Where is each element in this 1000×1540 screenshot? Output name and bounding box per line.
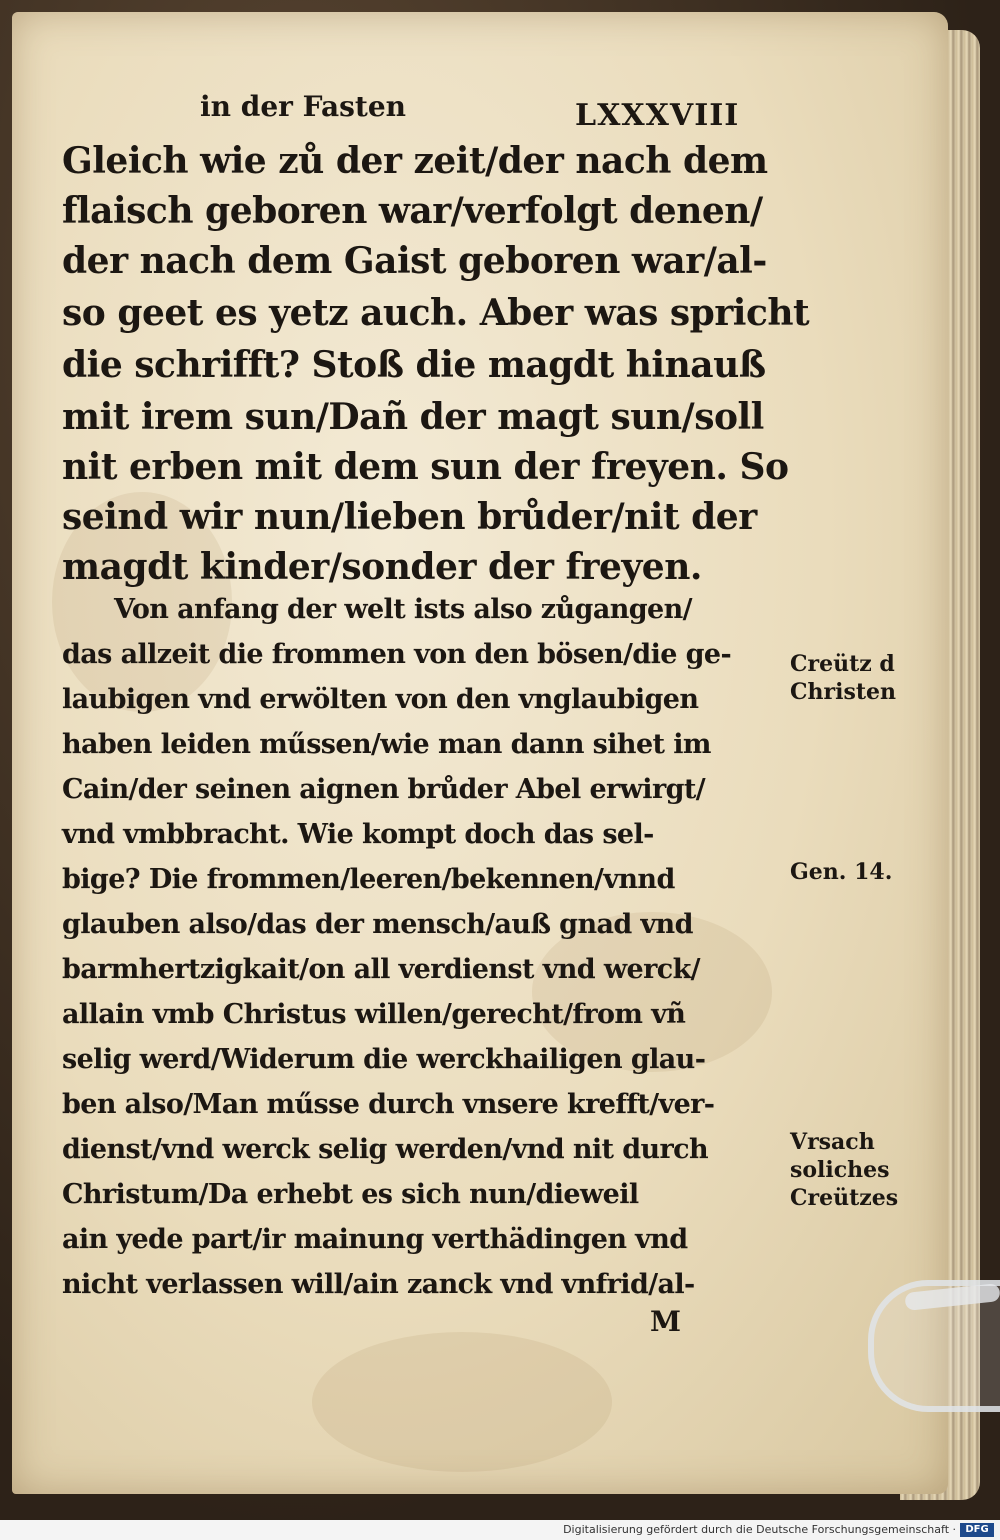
- text-line: ain yede part/ir mainung verthädingen vnd: [62, 1224, 688, 1255]
- text-line: glauben also/das der mensch/auß gnad vnd: [62, 909, 693, 940]
- text-line: mit irem sun/Dañ der magt sun/soll: [62, 396, 764, 438]
- text-line: nit erben mit dem sun der freyen. So: [62, 446, 789, 488]
- text-line: die schrifft? Stoß die magdt hinauß: [62, 344, 766, 386]
- folio-number: LXXXVIII: [575, 98, 740, 133]
- paper-stain: [312, 1332, 612, 1472]
- margin-note: Vrsach soliches Creützes: [790, 1129, 899, 1211]
- text-line: flaisch geboren war/verfolgt denen/: [62, 190, 763, 232]
- text-line: seind wir nun/lieben brůder/nit der: [62, 496, 757, 538]
- text-line: magdt kinder/sonder der freyen.: [62, 546, 702, 588]
- text-line: barmhertzigkait/on all verdienst vnd werck/: [62, 954, 700, 985]
- text-line: Von anfang der welt ists also zůgangen/: [114, 594, 692, 625]
- text-line: bige? Die frommen/leeren/bekennen/vnnd: [62, 864, 675, 895]
- text-line: ben also/Man műsse durch vnsere krefft/ver-: [62, 1089, 715, 1120]
- text-line: Cain/der seinen aignen brůder Abel erwirgt/: [62, 774, 705, 805]
- running-title: in der Fasten: [200, 90, 406, 123]
- text-line: nicht verlassen will/ain zanck vnd vnfrid/al-: [62, 1269, 695, 1300]
- catchword: M: [650, 1305, 681, 1338]
- text-line: der nach dem Gaist geboren war/al-: [62, 240, 767, 282]
- text-line: so geet es yetz auch. Aber was spricht: [62, 292, 810, 334]
- text-line: das allzeit die frommen von den bösen/die ge-: [62, 639, 732, 670]
- text-line: laubigen vnd erwölten von den vnglaubigen: [62, 684, 699, 715]
- text-line: Christum/Da erhebt es sich nun/dieweil: [62, 1179, 639, 1210]
- dfg-logo: DFG: [960, 1523, 994, 1537]
- margin-note: Gen. 14.: [790, 859, 893, 885]
- text-line: dienst/vnd werck selig werden/vnd nit durch: [62, 1134, 708, 1165]
- text-line: haben leiden műssen/wie man dann sihet im: [62, 729, 711, 760]
- funding-credit: Digitalisierung gefördert durch die Deutsche Forschungsgemeinschaft ·: [563, 1523, 956, 1536]
- text-line: allain vmb Christus willen/gerecht/from vñ: [62, 999, 686, 1030]
- text-line: vnd vmbbracht. Wie kompt doch das sel-: [62, 819, 654, 850]
- text-line: selig werd/Widerum die werckhailigen glau-: [62, 1044, 706, 1075]
- margin-note: Creütz d Christen: [790, 651, 896, 705]
- text-line: Gleich wie zů der zeit/der nach dem: [62, 140, 768, 182]
